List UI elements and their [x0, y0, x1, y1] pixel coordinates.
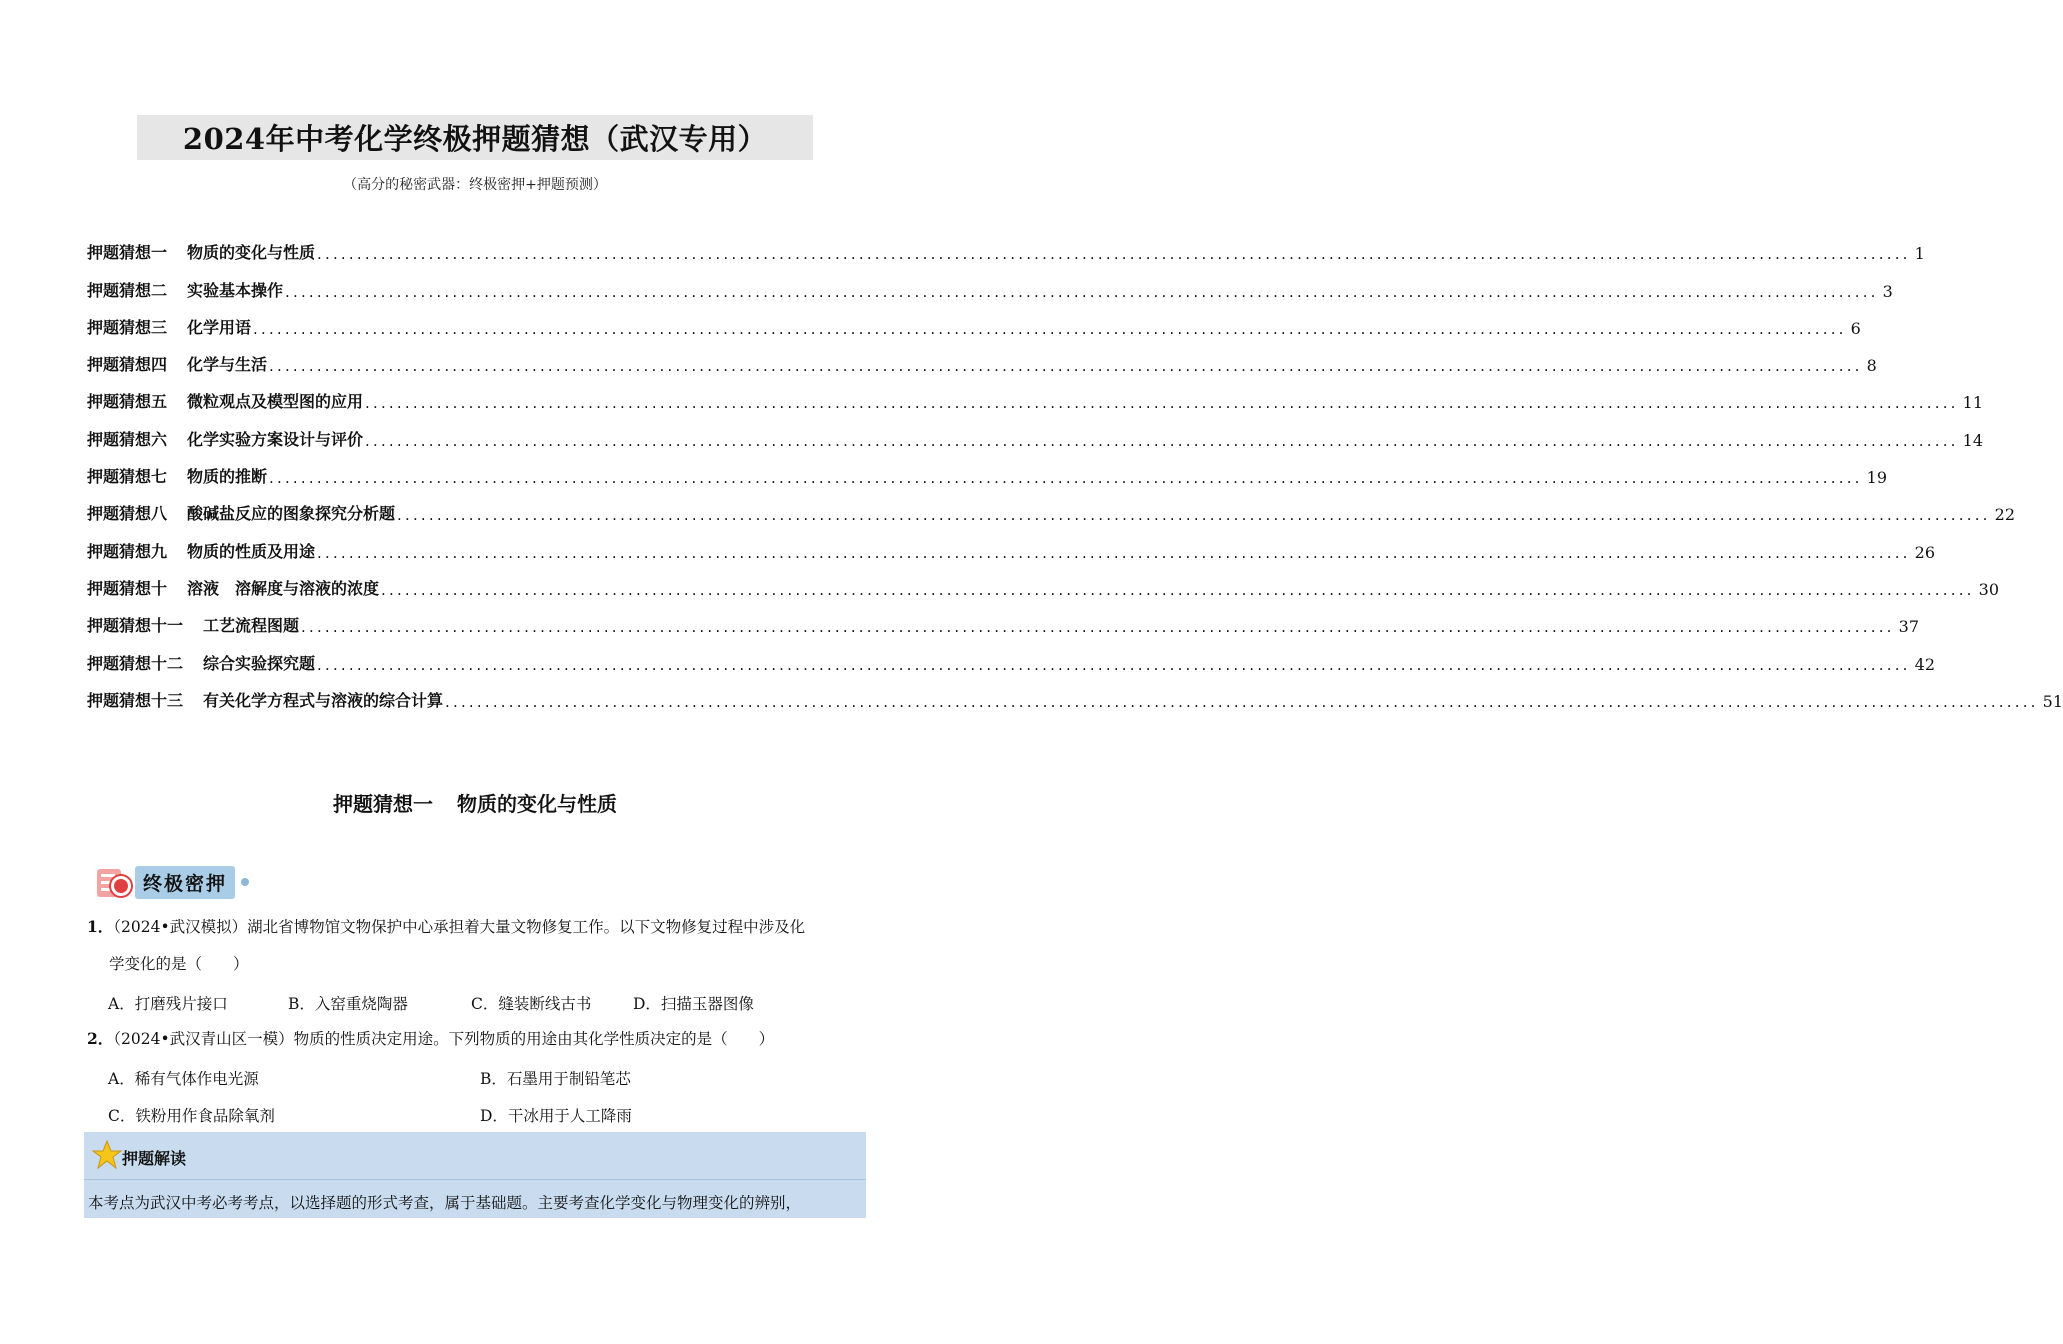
- option-c[interactable]: C．铁粉用作食品除氧剂: [108, 1107, 275, 1125]
- option-b[interactable]: B．入窑重烧陶器: [288, 995, 408, 1013]
- toc-entry[interactable]: [87, 412, 1984, 450]
- toc-leader-dots: ........................................................................................................................................................................................................: [445, 692, 2039, 711]
- toc-leader-dots: ........................................................................................................................................................................................................: [381, 580, 1975, 599]
- toc-entry[interactable]: [87, 301, 1861, 338]
- toc-leader-dots: ........................................................................................................................................................................................................: [317, 245, 1911, 264]
- toc-entry-label: 押题猜想十一: [87, 616, 184, 636]
- option-a[interactable]: A．打磨残片接口: [108, 995, 228, 1013]
- toc-entry-name: 化学与生活: [187, 355, 268, 375]
- toc-entry-page: 11: [1962, 393, 1984, 413]
- option-b[interactable]: B．石墨用于制铅笔芯: [480, 1070, 631, 1088]
- toc-entry-page: 42: [1914, 654, 1936, 674]
- toc-entry-name: 溶液 溶解度与溶液的浓度: [187, 578, 380, 598]
- toc-entry-label: 押题猜想一: [87, 243, 168, 263]
- toc-entry-name: 微粒观点及模型图的应用: [187, 392, 364, 412]
- toc-entry-name: 工艺流程图题: [203, 616, 300, 636]
- toc-entry-page: 14: [1962, 430, 1984, 450]
- toc-entry-label: 押题猜想九: [87, 541, 168, 561]
- toc-entry-name: 物质的性质及用途: [187, 541, 316, 561]
- toc-leader-dots: ........................................................................................................................................................................................................: [365, 431, 1959, 450]
- badge-dot-icon: [241, 878, 249, 886]
- option-c[interactable]: C．缝装断线古书: [471, 995, 592, 1013]
- toc-entry-page: 6: [1850, 318, 1861, 338]
- toc-entry[interactable]: [87, 674, 2063, 711]
- toc-entry-page: 8: [1866, 356, 1877, 376]
- question-2: [87, 1020, 867, 1058]
- toc-entry-page: 3: [1882, 281, 1893, 301]
- question-number: 2．: [87, 1029, 114, 1048]
- option-d[interactable]: D．扫描玉器图像: [633, 995, 754, 1013]
- toc-entry-name: 酸碱盐反应的图象探究分析题: [187, 504, 396, 524]
- toc-leader-dots: ........................................................................................................................................................................................................: [365, 394, 1959, 413]
- toc-leader-dots: ........................................................................................................................................................................................................: [317, 655, 1911, 674]
- toc-entry-page: 26: [1914, 542, 1936, 562]
- title-banner: [137, 115, 813, 160]
- toc-entry-name: 化学用语: [187, 317, 252, 337]
- toc-entry[interactable]: [87, 226, 1925, 264]
- table-of-contents: [87, 226, 2063, 711]
- section-name: 物质的变化与性质: [457, 792, 617, 816]
- toc-entry-label: 押题猜想四: [87, 355, 168, 375]
- document-subtitle: （高分的秘密武器：终极密押+押题预测）: [343, 177, 607, 193]
- toc-leader-dots: ........................................................................................................................................................................................................: [285, 282, 1879, 301]
- section-heading: [0, 788, 950, 817]
- toc-entry-label: 押题猜想十: [87, 578, 168, 598]
- toc-entry-label: 押题猜想二: [87, 280, 168, 300]
- question-text: （2024•武汉青山区一模）物质的性质决定用途。下列物质的用途由其化学性质决定的是（ ）: [113, 1030, 775, 1048]
- toc-leader-dots: ........................................................................................................................................................................................................: [269, 469, 1863, 488]
- toc-entry[interactable]: [87, 562, 2000, 599]
- toc-entry-page: 22: [1994, 505, 2016, 525]
- toc-entry[interactable]: [87, 375, 1984, 413]
- toc-entry[interactable]: [87, 524, 1936, 562]
- question-text: （2024•武汉模拟）湖北省博物馆文物保护中心承担着大量文物修复工作。以下文物修复过程中涉及化: [113, 918, 806, 936]
- interpretation-text: 本考点为武汉中考必考考点，以选择题的形式考查，属于基础题。主要考查化学变化与物理变化的辨别，: [88, 1194, 802, 1212]
- section-label: 押题猜想一: [333, 792, 433, 816]
- toc-entry-page: 51: [2042, 691, 2063, 711]
- toc-leader-dots: ........................................................................................................................................................................................................: [253, 319, 1847, 338]
- toc-entry-name: 综合实验探究题: [203, 653, 316, 673]
- badge-label: 终极密押: [135, 866, 235, 899]
- toc-entry[interactable]: [87, 263, 1893, 301]
- toc-entry[interactable]: [87, 450, 1888, 488]
- question-1: [87, 908, 867, 983]
- toc-entry-name: 实验基本操作: [187, 280, 284, 300]
- toc-entry[interactable]: [87, 636, 1936, 674]
- toc-entry[interactable]: [87, 599, 1920, 637]
- toc-leader-dots: ........................................................................................................................................................................................................: [317, 543, 1911, 562]
- document-title: 2024年中考化学终极押题猜想（武汉专用）: [182, 122, 768, 156]
- toc-entry-label: 押题猜想三: [87, 317, 168, 337]
- toc-leader-dots: ........................................................................................................................................................................................................: [269, 357, 1863, 376]
- interpretation-header: [84, 1132, 866, 1180]
- toc-entry-label: 押题猜想八: [87, 504, 168, 524]
- toc-entry-label: 押题猜想五: [87, 392, 168, 412]
- final-prediction-badge: [95, 864, 249, 900]
- toc-entry-label: 押题猜想十三: [87, 690, 184, 710]
- toc-leader-dots: ........................................................................................................................................................................................................: [301, 618, 1895, 637]
- toc-entry-name: 化学实验方案设计与评价: [187, 429, 364, 449]
- toc-entry-name: 物质的变化与性质: [187, 243, 316, 263]
- question-text-continued: 学变化的是（ ）: [109, 955, 249, 973]
- interpretation-title: 押题解读: [122, 1149, 187, 1168]
- toc-entry[interactable]: [87, 338, 1877, 376]
- toc-entry-name: 有关化学方程式与溶液的综合计算: [203, 690, 444, 710]
- option-a[interactable]: A．稀有气体作电光源: [108, 1070, 259, 1088]
- interpretation-panel: [84, 1132, 866, 1218]
- toc-entry-label: 押题猜想十二: [87, 653, 184, 673]
- star-icon: [92, 1140, 122, 1170]
- target-board-icon: [95, 865, 135, 899]
- toc-entry-name: 物质的推断: [187, 467, 268, 487]
- toc-entry-page: 1: [1914, 244, 1925, 264]
- toc-leader-dots: ........................................................................................................................................................................................................: [397, 506, 1991, 525]
- toc-entry-label: 押题猜想七: [87, 467, 168, 487]
- question-number: 1．: [87, 917, 114, 936]
- toc-entry[interactable]: [87, 487, 2016, 525]
- toc-entry-page: 30: [1978, 579, 2000, 599]
- toc-entry-page: 37: [1898, 617, 1920, 637]
- option-d[interactable]: D．干冰用于人工降雨: [480, 1107, 632, 1125]
- toc-entry-label: 押题猜想六: [87, 429, 168, 449]
- toc-entry-page: 19: [1866, 468, 1888, 488]
